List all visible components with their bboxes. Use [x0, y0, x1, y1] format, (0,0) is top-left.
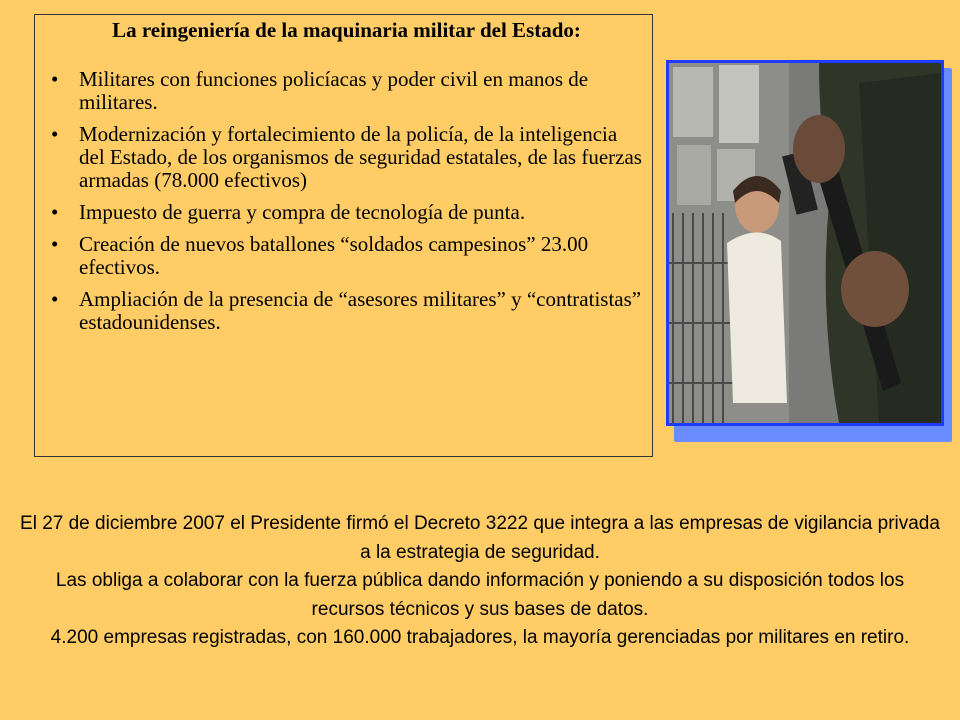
footer-paragraph: Las obliga a colaborar con la fuerza pública dando información y poniendo a su disposición todos los recursos técnicos y sus bases de datos.: [55, 570, 905, 620]
list-item-text: Modernización y fortalecimiento de la policía, de la inteligencia del Estado, de los organismos de seguridad estatales, de las fuerzas armadas (78.000 efectivos): [79, 122, 642, 192]
list-item: [51, 201, 642, 224]
list-item-text: Ampliación de la presencia de “asesores militares” y “contratistas” estadounidenses.: [79, 287, 642, 334]
list-item-text: Impuesto de guerra y compra de tecnología de punta.: [79, 200, 526, 224]
bullet-marker: •: [51, 232, 59, 256]
soldier-girl-photo: [666, 60, 944, 426]
list-item: [51, 123, 642, 192]
bullet-list: [51, 68, 642, 334]
footer-text: [20, 510, 940, 653]
list-item: [51, 233, 642, 279]
bullet-marker: •: [51, 200, 59, 224]
list-item: [51, 68, 642, 114]
box-title: La reingeniería de la maquinaria militar del Estado:: [112, 18, 581, 42]
footer-paragraph: 4.200 empresas registradas, con 160.000 trabajadores, la mayoría gerenciadas por militares en retiro.: [50, 627, 910, 648]
list-item: [51, 288, 642, 334]
photo-frame: [666, 60, 946, 436]
bullet-box: [34, 14, 653, 457]
bullet-marker: •: [51, 122, 59, 146]
list-item-text: Creación de nuevos batallones “soldados campesinos” 23.00 efectivos.: [79, 232, 589, 279]
list-item-text: Militares con funciones policíacas y poder civil en manos de militares.: [79, 67, 589, 114]
bullet-marker: •: [51, 287, 59, 311]
bullet-marker: •: [51, 67, 59, 91]
footer-paragraph: El 27 de diciembre 2007 el Presidente firmó el Decreto 3222 que integra a las empresas de vigilancia privada a la estrategia de seguridad.: [20, 513, 940, 563]
